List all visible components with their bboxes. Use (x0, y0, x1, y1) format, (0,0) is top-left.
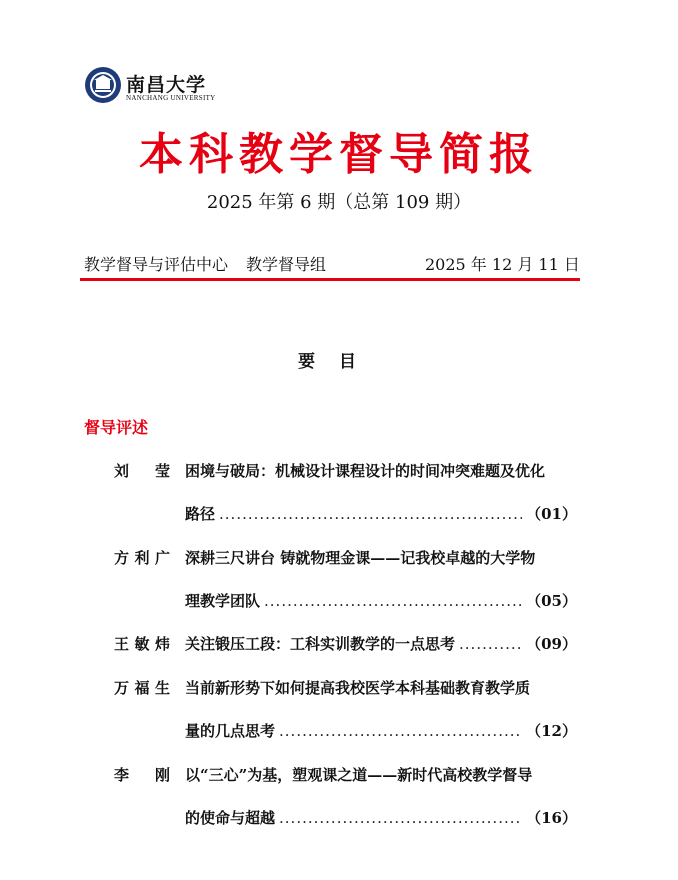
publisher-departments (84, 252, 344, 275)
header-divider (80, 278, 580, 281)
toc-entry-title-line1[interactable]: 以“三心”为基，塑观课之道——新时代高校教学督导 (185, 766, 533, 784)
toc-entry-title-continued: 路径 (185, 505, 216, 523)
toc-entry-page: （09） (526, 635, 577, 653)
toc-entry-author: 万福生 (114, 679, 170, 697)
toc-entry-title-line2[interactable] (185, 720, 577, 741)
leader-dots (459, 635, 522, 653)
toc-section-title: 督导评述 (84, 418, 149, 437)
toc-entry-page: （01） (526, 505, 577, 523)
publish-date: 2025 年 12 月 11 日 (425, 255, 580, 274)
university-logo (84, 66, 224, 108)
logo-english-name: NANCHANG UNIVERSITY (126, 94, 216, 102)
bulletin-title: 本科教学督导简报 (139, 129, 539, 180)
toc-entry-title-continued: 理教学团队 (185, 592, 261, 610)
toc-entry-author: 刘莹 (114, 462, 170, 480)
leader-dots (264, 592, 522, 610)
toc-entry-author: 方利广 (114, 549, 170, 567)
toc-entry-title-line1[interactable]: 深耕三尺讲台 铸就物理金课——记我校卓越的大学物 (185, 549, 536, 567)
toc-entry-author: 李刚 (114, 766, 170, 784)
toc-entry-title-line1[interactable]: 困境与破局：机械设计课程设计的时间冲突难题及优化 (185, 462, 546, 480)
toc-entry-title-line1[interactable]: 当前新形势下如何提高我校医学本科基础教育教学质 (185, 679, 531, 697)
issue-number: 2025 年第 6 期（总第 109 期） (206, 192, 472, 213)
department-group: 教学督导组 (246, 255, 327, 274)
toc-entry-title-continued: 的使命与超越 (185, 809, 276, 827)
toc-entry-title-line1[interactable] (185, 633, 577, 654)
toc-entry-page: （16） (526, 809, 577, 827)
toc-entry-author: 王敏炜 (114, 635, 170, 653)
leader-dots (219, 505, 522, 523)
leader-dots (279, 722, 522, 740)
toc-entry-page: （12） (526, 722, 577, 740)
department-center: 教学督导与评估中心 (84, 255, 229, 274)
toc-entry-title-line2[interactable] (185, 807, 577, 828)
toc-heading: 要目 (298, 352, 380, 372)
toc-entry-page: （05） (526, 592, 577, 610)
toc-entry-title-continued: 量的几点思考 (185, 722, 276, 740)
logo-chinese-name: 南昌大学 (126, 74, 207, 96)
leader-dots (279, 809, 522, 827)
toc-entry-title-line2[interactable] (185, 590, 577, 611)
university-seal-icon (84, 66, 122, 104)
toc-entry-title: 关注锻压工段：工科实训教学的一点思考 (185, 635, 456, 653)
toc-entry-title-line2[interactable] (185, 503, 577, 524)
